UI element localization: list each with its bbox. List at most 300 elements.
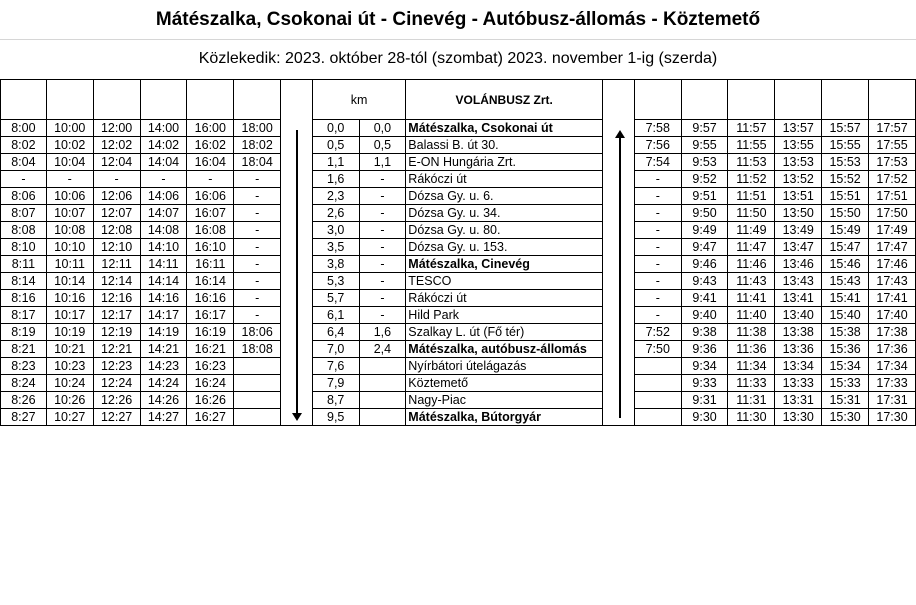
timetable-row [1, 375, 916, 392]
return-time: 13:52 [775, 171, 822, 188]
km-distance-return: - [359, 188, 406, 205]
outbound-time: 8:04 [1, 154, 47, 171]
stop-name: Mátészalka, Bútorgyár [406, 409, 603, 426]
return-time: 7:50 [634, 341, 681, 358]
outbound-time: 14:11 [140, 256, 187, 273]
return-time: 17:33 [869, 375, 916, 392]
timetable-row [1, 239, 916, 256]
return-time: 17:52 [869, 171, 916, 188]
timetable-row [1, 307, 916, 324]
outbound-time: 10:07 [46, 205, 93, 222]
return-time: 7:58 [634, 120, 681, 137]
km-distance-return [359, 409, 406, 426]
outbound-time: 16:23 [187, 358, 234, 375]
return-time: 9:50 [681, 205, 728, 222]
return-time: 17:46 [869, 256, 916, 273]
km-distance-outbound: 5,7 [312, 290, 359, 307]
outbound-time: 12:21 [93, 341, 140, 358]
outbound-time: 16:08 [187, 222, 234, 239]
km-distance-return: 0,0 [359, 120, 406, 137]
return-time: 17:38 [869, 324, 916, 341]
outbound-time: - [234, 188, 281, 205]
outbound-time: 12:06 [93, 188, 140, 205]
outbound-time: 12:19 [93, 324, 140, 341]
return-time: 11:41 [728, 290, 775, 307]
header-cell [234, 80, 281, 120]
return-time: 11:34 [728, 358, 775, 375]
outbound-time: 8:17 [1, 307, 47, 324]
timetable-row [1, 273, 916, 290]
timetable-row [1, 341, 916, 358]
outbound-time: 12:02 [93, 137, 140, 154]
timetable-row [1, 171, 916, 188]
stop-name: Nagy-Piac [406, 392, 603, 409]
outbound-time: - [1, 171, 47, 188]
return-time: 11:36 [728, 341, 775, 358]
outbound-time: - [234, 290, 281, 307]
outbound-time: 16:19 [187, 324, 234, 341]
return-time: 15:33 [822, 375, 869, 392]
outbound-time: 12:04 [93, 154, 140, 171]
outbound-time: 14:27 [140, 409, 187, 426]
outbound-time: 14:23 [140, 358, 187, 375]
return-time: 11:47 [728, 239, 775, 256]
return-time: 11:30 [728, 409, 775, 426]
km-distance-return: - [359, 290, 406, 307]
timetable [0, 79, 916, 426]
return-time [634, 375, 681, 392]
return-time: 13:31 [775, 392, 822, 409]
outbound-time: 10:17 [46, 307, 93, 324]
outbound-time: 16:27 [187, 409, 234, 426]
timetable-row [1, 188, 916, 205]
outbound-time: 16:17 [187, 307, 234, 324]
return-time: 15:51 [822, 188, 869, 205]
return-time: 13:30 [775, 409, 822, 426]
page-title: Mátészalka, Csokonai út - Cinevég - Autóbusz-állomás - Köztemető [155, 9, 761, 30]
return-time: 11:46 [728, 256, 775, 273]
outbound-time: 12:08 [93, 222, 140, 239]
return-time: - [634, 307, 681, 324]
outbound-time: 12:23 [93, 358, 140, 375]
outbound-time: 10:21 [46, 341, 93, 358]
km-distance-return: - [359, 205, 406, 222]
outbound-time: 16:10 [187, 239, 234, 256]
title-divider [0, 39, 916, 40]
timetable-row [1, 205, 916, 222]
outbound-time: 18:04 [234, 154, 281, 171]
outbound-time: - [140, 171, 187, 188]
outbound-time: 8:23 [1, 358, 47, 375]
km-distance-outbound: 1,6 [312, 171, 359, 188]
km-distance-outbound: 7,9 [312, 375, 359, 392]
stop-name: Dózsa Gy. u. 6. [406, 188, 603, 205]
return-time: 17:53 [869, 154, 916, 171]
return-time: 13:33 [775, 375, 822, 392]
return-time: 15:34 [822, 358, 869, 375]
outbound-time: 18:00 [234, 120, 281, 137]
timetable-row [1, 256, 916, 273]
outbound-time: 14:00 [140, 120, 187, 137]
outbound-time: 10:14 [46, 273, 93, 290]
outbound-time: 12:11 [93, 256, 140, 273]
outbound-time: 14:07 [140, 205, 187, 222]
outbound-time: 10:26 [46, 392, 93, 409]
return-time: 17:41 [869, 290, 916, 307]
outbound-time: 8:07 [1, 205, 47, 222]
km-distance-outbound: 6,4 [312, 324, 359, 341]
operator-header: VOLÁNBUSZ Zrt. [406, 80, 603, 120]
outbound-time: 16:14 [187, 273, 234, 290]
outbound-time: 8:19 [1, 324, 47, 341]
outbound-time: 12:24 [93, 375, 140, 392]
header-cell [46, 80, 93, 120]
outbound-time: 12:10 [93, 239, 140, 256]
outbound-time: 14:16 [140, 290, 187, 307]
outbound-time: 14:10 [140, 239, 187, 256]
outbound-time: 16:07 [187, 205, 234, 222]
timetable-row [1, 222, 916, 239]
outbound-time: 10:16 [46, 290, 93, 307]
return-time: 9:41 [681, 290, 728, 307]
stop-name: Dózsa Gy. u. 34. [406, 205, 603, 222]
outbound-time: 14:24 [140, 375, 187, 392]
km-distance-return: 0,5 [359, 137, 406, 154]
return-time: 15:31 [822, 392, 869, 409]
direction-column-header [603, 80, 635, 120]
return-time: 9:38 [681, 324, 728, 341]
return-time: 9:34 [681, 358, 728, 375]
outbound-time: 16:16 [187, 290, 234, 307]
header-cell [869, 80, 916, 120]
outbound-time: 8:10 [1, 239, 47, 256]
km-distance-outbound: 1,1 [312, 154, 359, 171]
return-time: - [634, 171, 681, 188]
return-time: 13:51 [775, 188, 822, 205]
km-distance-return: 2,4 [359, 341, 406, 358]
return-time: - [634, 273, 681, 290]
outbound-time: 8:00 [1, 120, 47, 137]
return-time: 11:53 [728, 154, 775, 171]
return-time: 9:49 [681, 222, 728, 239]
outbound-time: 16:02 [187, 137, 234, 154]
return-time: 15:30 [822, 409, 869, 426]
outbound-time: 8:08 [1, 222, 47, 239]
arrow-up-icon [619, 138, 621, 418]
return-time: - [634, 205, 681, 222]
header-cell [728, 80, 775, 120]
return-time: 7:54 [634, 154, 681, 171]
return-time: 17:34 [869, 358, 916, 375]
km-distance-return [359, 358, 406, 375]
return-time: 13:57 [775, 120, 822, 137]
return-time: 9:47 [681, 239, 728, 256]
outbound-time: - [234, 171, 281, 188]
outbound-time: 14:02 [140, 137, 187, 154]
outbound-time: 12:16 [93, 290, 140, 307]
outbound-time: - [234, 307, 281, 324]
header-cell [140, 80, 187, 120]
header-cell [681, 80, 728, 120]
outbound-time: 16:06 [187, 188, 234, 205]
outbound-time: - [234, 222, 281, 239]
km-distance-return: - [359, 222, 406, 239]
return-time: 17:55 [869, 137, 916, 154]
outbound-time [234, 409, 281, 426]
return-time: 17:49 [869, 222, 916, 239]
header-cell [822, 80, 869, 120]
return-time: 11:55 [728, 137, 775, 154]
outbound-time: 16:21 [187, 341, 234, 358]
outbound-time: 8:27 [1, 409, 47, 426]
return-time: 17:30 [869, 409, 916, 426]
outbound-time: 12:26 [93, 392, 140, 409]
outbound-time: 16:24 [187, 375, 234, 392]
km-distance-outbound: 0,5 [312, 137, 359, 154]
return-time: 17:57 [869, 120, 916, 137]
outbound-time: - [93, 171, 140, 188]
outbound-time: 10:23 [46, 358, 93, 375]
outbound-time: 10:10 [46, 239, 93, 256]
return-time: 9:43 [681, 273, 728, 290]
return-time: 15:49 [822, 222, 869, 239]
outbound-time: 14:19 [140, 324, 187, 341]
outbound-time: 10:11 [46, 256, 93, 273]
outbound-time: 8:26 [1, 392, 47, 409]
km-distance-outbound: 3,0 [312, 222, 359, 239]
outbound-time: 12:14 [93, 273, 140, 290]
outbound-time: 8:21 [1, 341, 47, 358]
km-distance-outbound: 9,5 [312, 409, 359, 426]
return-time: 9:57 [681, 120, 728, 137]
outbound-time: 14:17 [140, 307, 187, 324]
outbound-time: - [234, 239, 281, 256]
km-distance-outbound: 2,6 [312, 205, 359, 222]
outbound-time: - [187, 171, 234, 188]
header-cell [775, 80, 822, 120]
return-time: 9:33 [681, 375, 728, 392]
km-distance-return [359, 375, 406, 392]
outbound-time: 14:26 [140, 392, 187, 409]
return-time: 11:49 [728, 222, 775, 239]
km-distance-outbound: 7,0 [312, 341, 359, 358]
outbound-time: 12:27 [93, 409, 140, 426]
stop-name: Nyírbátori útelágazás [406, 358, 603, 375]
return-time: 9:30 [681, 409, 728, 426]
km-distance-return: - [359, 307, 406, 324]
km-distance-return [359, 392, 406, 409]
direction-column-header [281, 80, 313, 120]
return-time: 15:46 [822, 256, 869, 273]
return-time: 17:31 [869, 392, 916, 409]
stop-name: Balassi B. út 30. [406, 137, 603, 154]
outbound-time: 18:06 [234, 324, 281, 341]
return-time: 9:31 [681, 392, 728, 409]
timetable-row [1, 409, 916, 426]
return-time [634, 392, 681, 409]
arrow-down-icon [296, 130, 298, 413]
outbound-time: 16:26 [187, 392, 234, 409]
return-time: 9:40 [681, 307, 728, 324]
stop-name: Mátészalka, Csokonai út [406, 120, 603, 137]
outbound-time: 12:07 [93, 205, 140, 222]
header-cell [93, 80, 140, 120]
return-time: 17:47 [869, 239, 916, 256]
return-time: 11:38 [728, 324, 775, 341]
outbound-time: 14:04 [140, 154, 187, 171]
return-time: 17:43 [869, 273, 916, 290]
return-time: 15:57 [822, 120, 869, 137]
return-time: 15:43 [822, 273, 869, 290]
outbound-time: 14:14 [140, 273, 187, 290]
stop-name: Mátészalka, Cinevég [406, 256, 603, 273]
return-time: - [634, 256, 681, 273]
outbound-time: - [234, 205, 281, 222]
stop-name: Rákóczi út [406, 171, 603, 188]
timetable-header-row [1, 80, 916, 120]
return-time: 11:52 [728, 171, 775, 188]
return-time: 15:40 [822, 307, 869, 324]
return-time: - [634, 239, 681, 256]
return-time: 15:36 [822, 341, 869, 358]
return-time: 13:40 [775, 307, 822, 324]
return-time: 11:40 [728, 307, 775, 324]
header-cell [634, 80, 681, 120]
return-time: 13:49 [775, 222, 822, 239]
outbound-time: 8:16 [1, 290, 47, 307]
return-time: 11:51 [728, 188, 775, 205]
return-time: 15:53 [822, 154, 869, 171]
km-distance-return: - [359, 256, 406, 273]
stop-name: Szalkay L. út (Fő tér) [406, 324, 603, 341]
stop-name: Köztemető [406, 375, 603, 392]
outbound-time: 16:04 [187, 154, 234, 171]
outbound-time: 16:11 [187, 256, 234, 273]
km-distance-outbound: 0,0 [312, 120, 359, 137]
outbound-time: 12:17 [93, 307, 140, 324]
return-time: 17:50 [869, 205, 916, 222]
validity-subtitle: Közlekedik: 2023. október 28-tól (szombat) 2023. november 1-ig (szerda) [198, 50, 718, 67]
return-time: - [634, 222, 681, 239]
outbound-time: - [234, 256, 281, 273]
outbound-time: 16:00 [187, 120, 234, 137]
km-distance-outbound: 5,3 [312, 273, 359, 290]
return-time: 11:57 [728, 120, 775, 137]
return-time: 9:36 [681, 341, 728, 358]
km-distance-outbound: 7,6 [312, 358, 359, 375]
return-time: 13:43 [775, 273, 822, 290]
outbound-time: 18:02 [234, 137, 281, 154]
outbound-time: 8:11 [1, 256, 47, 273]
outbound-time: 10:04 [46, 154, 93, 171]
return-time: 15:38 [822, 324, 869, 341]
km-distance-outbound: 3,5 [312, 239, 359, 256]
stop-name: Rákóczi út [406, 290, 603, 307]
return-time: 13:41 [775, 290, 822, 307]
km-header: km [312, 80, 405, 120]
return-time [634, 409, 681, 426]
outbound-time [234, 392, 281, 409]
km-distance-outbound: 8,7 [312, 392, 359, 409]
km-distance-return: - [359, 273, 406, 290]
timetable-row [1, 137, 916, 154]
outbound-time: 14:08 [140, 222, 187, 239]
return-time: 17:36 [869, 341, 916, 358]
return-time: 9:46 [681, 256, 728, 273]
timetable-row [1, 358, 916, 375]
km-distance-return: 1,6 [359, 324, 406, 341]
outbound-time: 14:21 [140, 341, 187, 358]
return-time: 11:43 [728, 273, 775, 290]
return-time: 9:51 [681, 188, 728, 205]
return-time: - [634, 188, 681, 205]
return-time: 7:56 [634, 137, 681, 154]
return-time: 13:34 [775, 358, 822, 375]
return-time: 13:36 [775, 341, 822, 358]
stop-name: E-ON Hungária Zrt. [406, 154, 603, 171]
return-time [634, 358, 681, 375]
return-time: 11:33 [728, 375, 775, 392]
return-time: - [634, 290, 681, 307]
return-time: 15:47 [822, 239, 869, 256]
outbound-time: 10:02 [46, 137, 93, 154]
header-cell [1, 80, 47, 120]
return-time: 17:51 [869, 188, 916, 205]
return-time: 15:41 [822, 290, 869, 307]
outbound-time: 10:19 [46, 324, 93, 341]
return-time: 11:50 [728, 205, 775, 222]
timetable-row [1, 120, 916, 137]
return-time: 9:53 [681, 154, 728, 171]
return-time: 13:46 [775, 256, 822, 273]
timetable-row [1, 392, 916, 409]
km-distance-return: - [359, 171, 406, 188]
outbound-time: 8:24 [1, 375, 47, 392]
return-time: 9:52 [681, 171, 728, 188]
outbound-time: 12:00 [93, 120, 140, 137]
km-distance-return: 1,1 [359, 154, 406, 171]
header-cell [187, 80, 234, 120]
stop-name: Hild Park [406, 307, 603, 324]
stop-name: Dózsa Gy. u. 153. [406, 239, 603, 256]
stop-name: Mátészalka, autóbusz-állomás [406, 341, 603, 358]
outbound-time: 8:02 [1, 137, 47, 154]
km-distance-outbound: 6,1 [312, 307, 359, 324]
return-time: 9:55 [681, 137, 728, 154]
km-distance-outbound: 2,3 [312, 188, 359, 205]
return-time: 7:52 [634, 324, 681, 341]
outbound-time: 10:27 [46, 409, 93, 426]
return-time: 13:50 [775, 205, 822, 222]
return-time: 13:55 [775, 137, 822, 154]
return-time: 13:47 [775, 239, 822, 256]
outbound-time: 10:00 [46, 120, 93, 137]
outbound-time: 10:06 [46, 188, 93, 205]
return-time: 17:40 [869, 307, 916, 324]
timetable-row [1, 154, 916, 171]
outbound-time: 8:14 [1, 273, 47, 290]
stop-name: Dózsa Gy. u. 80. [406, 222, 603, 239]
return-time: 15:52 [822, 171, 869, 188]
km-distance-outbound: 3,8 [312, 256, 359, 273]
return-time: 13:53 [775, 154, 822, 171]
km-distance-return: - [359, 239, 406, 256]
return-time: 11:31 [728, 392, 775, 409]
outbound-time: 8:06 [1, 188, 47, 205]
outbound-time: - [234, 273, 281, 290]
timetable-row [1, 290, 916, 307]
timetable-row [1, 324, 916, 341]
